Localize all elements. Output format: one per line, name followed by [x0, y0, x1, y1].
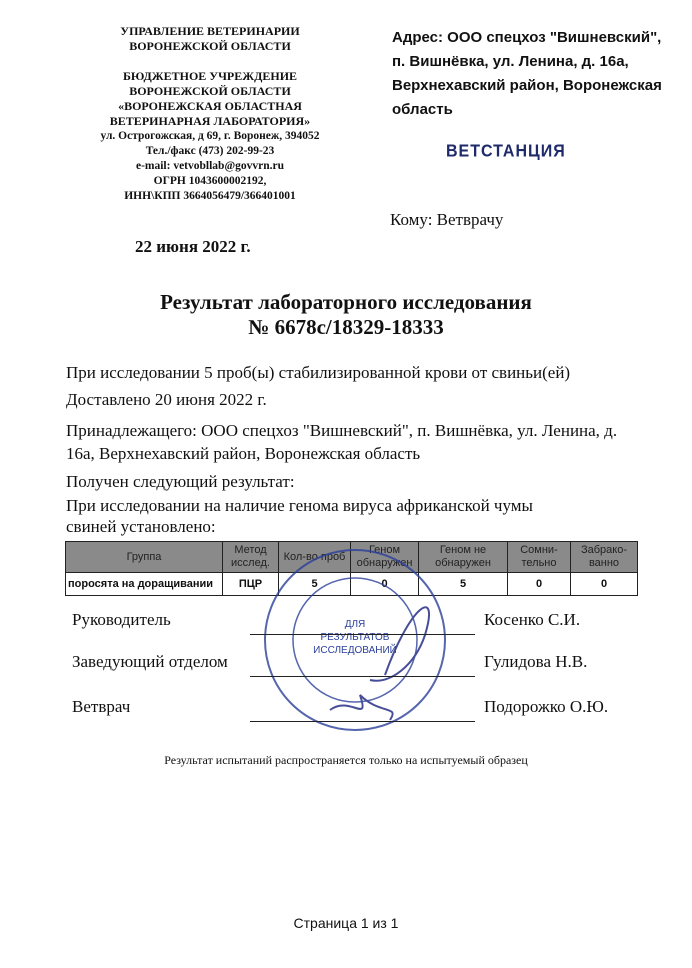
column-header: Группа [66, 542, 223, 573]
table-cell: 0 [571, 573, 638, 596]
document-title [0, 290, 692, 340]
table-cell: поросята на доращивании [66, 573, 223, 596]
vetstation-stamp: ВЕТСТАНЦИЯ [446, 142, 566, 161]
column-header: Забрако-ванно [571, 542, 638, 573]
lab-header [60, 24, 360, 204]
header-line: «ВОРОНЕЖСКАЯ ОБЛАСТНАЯ [118, 99, 302, 113]
result-intro: Получен следующий результат: [66, 472, 295, 491]
signatory-name: Гулидова Н.В. [484, 652, 588, 671]
table-cell: 5 [419, 573, 508, 596]
signatory-name: Косенко С.И. [484, 610, 581, 629]
header-line: e-mail: vetvobllab@govvrn.ru [135, 160, 285, 172]
samples-text: При исследовании 5 проб(ы) стабилизированной крови от свиньи(ей) [66, 363, 571, 382]
header-line: БЮДЖЕТНОЕ УЧРЕЖДЕНИЕ [122, 69, 298, 83]
signatory-name: Подорожко О.Ю. [484, 697, 609, 716]
lab-stamp [240, 545, 480, 745]
column-header: Геном обнаружен [351, 542, 419, 573]
column-header: Кол-во проб [279, 542, 351, 573]
header-line: ИНН\КПП 3664056479/366401001 [124, 190, 296, 202]
title-number: № 6678с/18329-18333 [248, 315, 444, 339]
header-line: ОГРН 1043600002192, [153, 175, 267, 187]
table-cell: ПЦР [223, 573, 279, 596]
svg-text:ДЛЯ: ДЛЯ [344, 619, 366, 630]
owner-text: Принадлежащего: ООО спецхоз "Вишневский", п. Вишнёвка, ул. Ленина, д. 16а, Верхнехавский район, Воронежская область [66, 421, 618, 463]
column-header: Геном не обнаружен [419, 542, 508, 573]
address: Адрес: ООО спецхоз "Вишневский", п. Вишнёвка, ул. Ленина, д. 16а, Верхнехавский район, Воронежская область [392, 29, 662, 118]
header-line: УПРАВЛЕНИЕ ВЕТЕРИНАРИИ [120, 24, 300, 38]
svg-text:ИССЛЕДОВАНИЙ: ИССЛЕДОВАНИЙ [313, 645, 397, 656]
signature-line [250, 721, 475, 722]
research-text: При исследовании на наличие генома вируса африканской чумы свиней установлено: [66, 496, 533, 536]
page-number: Страница 1 из 1 [293, 915, 399, 931]
header-line: ул. Острогожская, д 69, г. Воронеж, 394052 [100, 130, 320, 142]
title-line1: Результат лабораторного исследования [160, 290, 532, 314]
header-line: ВОРОНЕЖСКОЙ ОБЛАСТИ [129, 84, 291, 98]
footer-note: Результат испытаний распространяется только на испытуемый образец [164, 753, 528, 767]
table-cell: 5 [279, 573, 351, 596]
table-cell: 0 [508, 573, 571, 596]
signature-line [250, 634, 475, 635]
header-line: ВЕТЕРИНАРНАЯ ЛАБОРАТОРИЯ» [109, 114, 311, 128]
recipient: Кому: Ветврачу [390, 210, 504, 229]
table-cell: 0 [351, 573, 419, 596]
column-header: Метод исслед. [223, 542, 279, 573]
signature-role: Заведующий отделом [72, 652, 228, 671]
header-line: Тел./факс (473) 202-99-23 [145, 145, 275, 157]
document-date: 22 июня 2022 г. [135, 237, 251, 256]
signature-role: Ветврач [72, 697, 131, 716]
signature-line [250, 676, 475, 677]
signature-role: Руководитель [72, 610, 171, 629]
column-header: Сомни-тельно [508, 542, 571, 573]
svg-text:РЕЗУЛЬТАТОВ: РЕЗУЛЬТАТОВ [320, 632, 390, 643]
header-line [60, 54, 360, 69]
header-line: ВОРОНЕЖСКОЙ ОБЛАСТИ [129, 39, 291, 53]
delivered-text: Доставлено 20 июня 2022 г. [66, 390, 267, 409]
